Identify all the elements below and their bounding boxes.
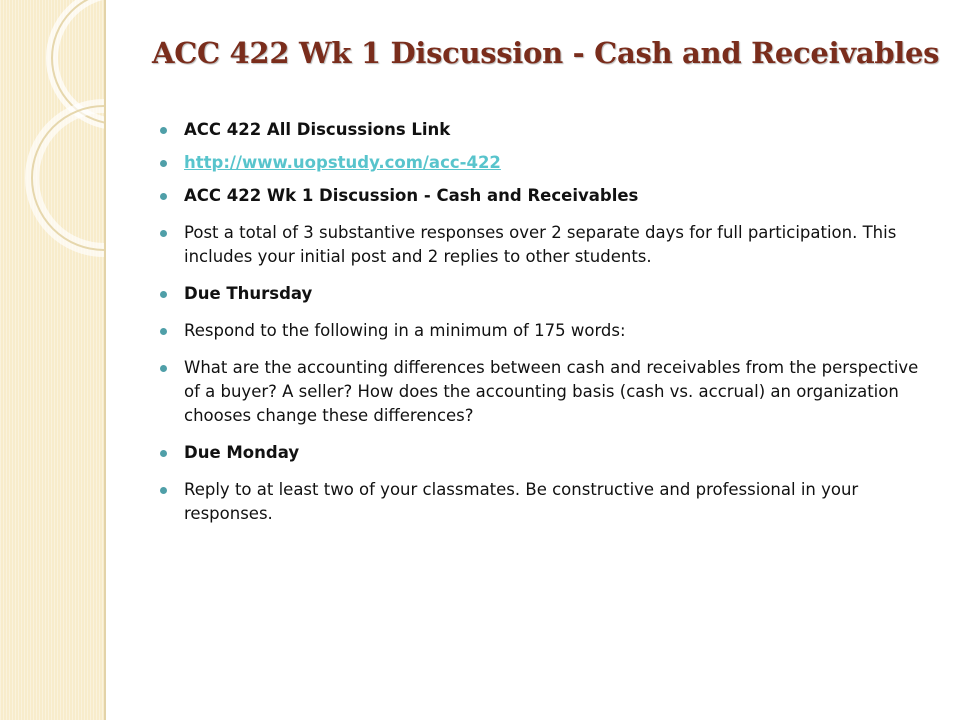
all-discussions-heading: ACC 422 All Discussions Link [184,120,451,139]
bullet-list [184,118,924,539]
respond-instruction: Respond to the following in a minimum of 175 words: [184,321,626,340]
bullet-marker-icon [160,230,167,237]
list-item [184,478,924,526]
bullet-marker-icon [160,328,167,335]
bullet-marker-icon [160,127,167,134]
list-item [184,151,924,175]
bullet-marker-icon [160,450,167,457]
uopstudy-link[interactable]: http://www.uopstudy.com/acc-422 [184,153,501,172]
list-item [184,282,924,306]
list-item [184,319,924,343]
bullet-marker-icon [160,160,167,167]
reply-instruction: Reply to at least two of your classmates. Be constructive and professional in your responses. [184,480,859,523]
slide-title: ACC 422 Wk 1 Discussion - Cash and Receivables [152,36,940,70]
list-item [184,356,924,428]
bullet-marker-icon [160,291,167,298]
bullet-marker-icon [160,193,167,200]
discussion-question: What are the accounting differences between cash and receivables from the perspective of a buyer? A seller? How does the accounting basis (cash vs. accrual) an organization chooses change these differences? [184,358,919,425]
bullet-marker-icon [160,365,167,372]
decorative-rings [0,0,104,720]
decorative-left-band [0,0,106,720]
due-monday-label: Due Monday [184,443,300,462]
bullet-marker-icon [160,487,167,494]
participation-text: Post a total of 3 substantive responses over 2 separate days for full participation. This includes your initial post and 2 replies to other students. [184,223,897,266]
list-item [184,184,924,208]
due-thursday-label: Due Thursday [184,284,313,303]
list-item [184,441,924,465]
discussion-heading: ACC 422 Wk 1 Discussion - Cash and Receivables [184,186,639,205]
list-item [184,118,924,142]
list-item [184,221,924,269]
